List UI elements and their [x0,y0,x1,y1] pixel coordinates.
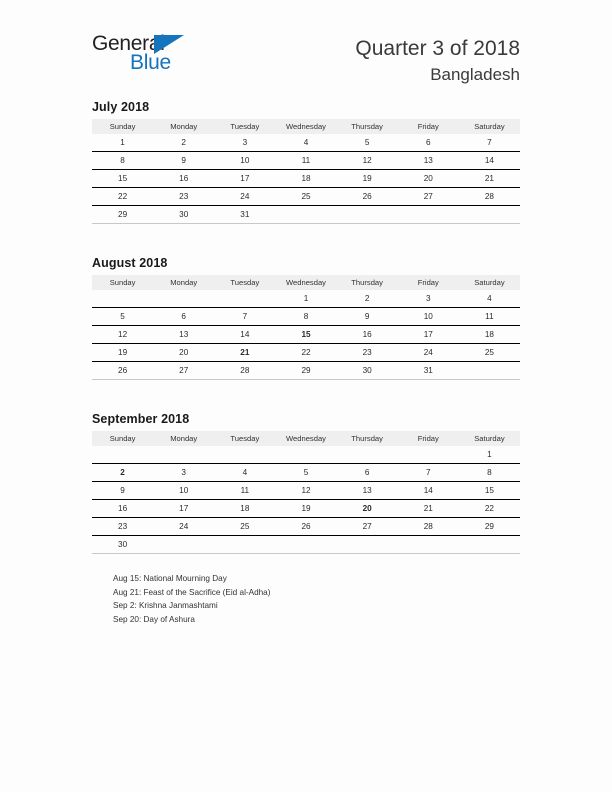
calendar-empty-cell [398,536,459,554]
calendar-day-cell[interactable]: 14 [398,482,459,500]
calendar-table [92,119,520,224]
calendar-body [92,290,520,380]
weekday-header-thursday: Thursday [337,431,398,446]
calendar-day-cell[interactable]: 28 [398,518,459,536]
calendar-day-cell[interactable]: 22 [92,188,153,206]
calendar-empty-cell [459,362,520,380]
calendar-empty-cell [275,536,336,554]
calendar-day-cell[interactable]: 24 [153,518,214,536]
calendar-day-cell[interactable]: 9 [337,308,398,326]
calendar-day-cell[interactable]: 12 [92,326,153,344]
weekday-header-monday: Monday [153,275,214,290]
logo-text-general: General [92,32,165,55]
calendar-table [92,275,520,380]
title-block [355,36,520,87]
calendar-empty-cell [398,206,459,224]
calendar-day-cell[interactable]: 27 [153,362,214,380]
weekday-header-monday: Monday [153,119,214,134]
calendar-day-cell[interactable]: 29 [275,362,336,380]
calendar-empty-cell [398,446,459,464]
calendar-day-cell[interactable]: 29 [459,518,520,536]
weekday-header-saturday: Saturday [459,431,520,446]
calendar-day-cell[interactable]: 18 [275,170,336,188]
country-subtitle: Bangladesh [430,65,520,84]
calendar-day-cell[interactable]: 16 [337,326,398,344]
calendar-day-cell[interactable]: 28 [214,362,275,380]
calendar-day-cell[interactable]: 26 [92,362,153,380]
calendar-day-cell[interactable]: 11 [275,152,336,170]
calendar-day-cell[interactable]: 30 [92,536,153,554]
calendar-day-cell[interactable]: 10 [153,482,214,500]
page-header [0,0,612,95]
calendar-week-row [92,152,520,170]
calendar-week-row [92,290,520,308]
calendar-day-cell[interactable]: 14 [214,326,275,344]
weekday-header-row [92,119,520,134]
calendar-empty-cell [92,290,153,308]
calendar-day-cell[interactable]: 21 [214,344,275,362]
calendar-day-cell[interactable]: 19 [275,500,336,518]
weekday-header-wednesday: Wednesday [275,119,336,134]
calendar-empty-cell [275,206,336,224]
calendar-day-cell[interactable]: 13 [398,152,459,170]
calendar-empty-cell [92,446,153,464]
page-title: Quarter 3 of 2018 [355,37,520,60]
calendar-day-cell[interactable]: 9 [153,152,214,170]
legend-item: Sep 2: Krishna Janmashtami [113,601,218,610]
calendar-week-row [92,446,520,464]
calendar-day-cell[interactable]: 25 [214,518,275,536]
calendar-empty-cell [337,446,398,464]
calendar-empty-cell [153,446,214,464]
calendar-week-row [92,170,520,188]
calendar-day-cell[interactable]: 16 [92,500,153,518]
calendar-empty-cell [153,536,214,554]
calendar-week-row [92,500,520,518]
calendar-day-cell[interactable]: 23 [337,344,398,362]
calendar-day-cell[interactable]: 15 [275,326,336,344]
logo-text-blue: Blue [130,51,171,74]
legend-item: Aug 21: Feast of the Sacrifice (Eid al-Adha) [113,587,271,597]
calendar-week-row [92,362,520,380]
calendar-day-cell[interactable]: 6 [337,464,398,482]
month-block-september [92,412,520,554]
calendar-day-cell[interactable]: 30 [153,206,214,224]
month-title: July 2018 [92,100,150,114]
calendar-day-cell[interactable]: 20 [153,344,214,362]
calendar-empty-cell [275,446,336,464]
weekday-header-tuesday: Tuesday [214,119,275,134]
calendar-day-cell[interactable]: 31 [214,206,275,224]
calendar-day-cell[interactable]: 28 [459,188,520,206]
calendar-week-row [92,536,520,554]
calendar-day-cell[interactable]: 18 [214,500,275,518]
weekday-header-row [92,431,520,446]
calendar-day-cell[interactable]: 3 [153,464,214,482]
holiday-legend [113,572,533,626]
legend-item: Sep 20: Day of Ashura [113,614,195,624]
weekday-header-monday: Monday [153,431,214,446]
calendar-day-cell[interactable]: 9 [92,482,153,500]
calendar-week-row [92,206,520,224]
calendar-day-cell[interactable]: 16 [153,170,214,188]
calendar-body [92,446,520,554]
calendar-day-cell[interactable]: 24 [214,188,275,206]
calendar-day-cell[interactable]: 1 [487,450,492,459]
calendar-day-cell[interactable]: 22 [275,344,336,362]
calendar-day-cell[interactable]: 10 [398,308,459,326]
calendar-day-cell[interactable]: 8 [92,152,153,170]
weekday-header-saturday: Saturday [459,119,520,134]
calendar-body [92,134,520,224]
calendar-empty-cell [153,290,214,308]
calendar-day-cell[interactable]: 17 [214,170,275,188]
month-block-july [92,100,520,224]
calendar-day-cell[interactable]: 25 [459,344,520,362]
calendar-day-cell[interactable]: 3 [242,138,248,147]
weekday-header-tuesday: Tuesday [214,431,275,446]
calendar-empty-cell [459,536,520,554]
calendar-day-cell[interactable]: 11 [214,482,275,500]
calendar-week-row [92,134,520,152]
calendar-day-cell[interactable]: 10 [214,152,275,170]
calendar-day-cell[interactable]: 27 [398,188,459,206]
calendar-day-cell[interactable]: 7 [398,464,459,482]
calendar-day-cell[interactable]: 2 [92,464,153,482]
calendar-day-cell[interactable]: 7 [487,138,492,147]
weekday-header-friday: Friday [398,119,459,134]
weekday-header-tuesday: Tuesday [214,275,275,290]
calendar-day-cell[interactable]: 4 [487,294,492,303]
calendar-day-cell[interactable]: 19 [92,344,153,362]
calendar-day-cell[interactable]: 19 [337,170,398,188]
calendar-empty-cell [214,536,275,554]
calendar-week-row [92,518,520,536]
calendar-day-cell[interactable]: 23 [92,518,153,536]
month-block-august [92,256,520,380]
calendar-day-cell[interactable]: 23 [153,188,214,206]
calendar-week-row [92,464,520,482]
calendar-day-cell[interactable]: 8 [459,464,520,482]
calendar-day-cell[interactable]: 31 [398,362,459,380]
calendar-day-cell[interactable]: 13 [337,482,398,500]
weekday-header-thursday: Thursday [337,119,398,134]
month-title: August 2018 [92,256,168,270]
calendar-day-cell[interactable]: 2 [364,294,370,303]
calendar-week-row [92,188,520,206]
calendar-week-row [92,344,520,362]
calendar-day-cell[interactable]: 3 [425,294,431,303]
calendar-day-cell[interactable]: 2 [181,138,186,147]
calendar-day-cell[interactable]: 26 [337,188,398,206]
calendar-week-row [92,482,520,500]
calendar-day-cell[interactable]: 6 [153,308,214,326]
calendar-week-row [92,308,520,326]
weekday-header-sunday: Sunday [92,431,153,446]
calendar-week-row [92,326,520,344]
calendar-day-cell[interactable]: 6 [425,138,431,147]
calendar-day-cell[interactable]: 5 [364,138,370,147]
calendar-day-cell[interactable]: 21 [398,500,459,518]
calendar-day-cell[interactable]: 12 [275,482,336,500]
calendar-table [92,431,520,554]
legend-item: Aug 15: National Mourning Day [113,574,227,583]
calendar-day-cell[interactable]: 4 [303,138,309,147]
calendar-day-cell[interactable]: 4 [214,464,275,482]
calendar-day-cell[interactable]: 25 [275,188,336,206]
calendar-day-cell[interactable]: 20 [337,500,398,518]
weekday-header-wednesday: Wednesday [275,275,336,290]
calendar-day-cell[interactable]: 13 [153,326,214,344]
calendar-day-cell[interactable]: 1 [303,294,309,303]
calendar-day-cell[interactable]: 12 [337,152,398,170]
weekday-header-friday: Friday [398,275,459,290]
calendar-day-cell[interactable]: 29 [92,206,153,224]
calendar-day-cell[interactable]: 5 [92,308,153,326]
calendar-day-cell[interactable]: 21 [459,170,520,188]
generalblue-logo[interactable] [92,32,292,80]
calendar-day-cell[interactable]: 17 [398,326,459,344]
calendar-day-cell[interactable]: 20 [398,170,459,188]
calendar-day-cell[interactable]: 11 [459,308,520,326]
calendar-day-cell[interactable]: 17 [153,500,214,518]
calendar-day-cell[interactable]: 14 [459,152,520,170]
calendar-day-cell[interactable]: 27 [337,518,398,536]
calendar-day-cell[interactable]: 8 [275,308,336,326]
calendar-day-cell[interactable]: 22 [459,500,520,518]
weekday-header-friday: Friday [398,431,459,446]
calendar-empty-cell [214,290,275,308]
calendar-day-cell[interactable]: 5 [275,464,336,482]
calendar-empty-cell [214,446,275,464]
calendar-day-cell[interactable]: 1 [120,138,125,147]
calendar-day-cell[interactable]: 18 [459,326,520,344]
weekday-header-sunday: Sunday [92,119,153,134]
calendar-day-cell[interactable]: 24 [398,344,459,362]
month-title: September 2018 [92,412,190,426]
weekday-header-row [92,275,520,290]
calendar-day-cell[interactable]: 30 [337,362,398,380]
calendar-empty-cell [337,206,398,224]
weekday-header-thursday: Thursday [337,275,398,290]
calendar-day-cell[interactable]: 26 [275,518,336,536]
calendar-day-cell[interactable]: 15 [92,170,153,188]
weekday-header-saturday: Saturday [459,275,520,290]
calendar-empty-cell [459,206,520,224]
calendar-empty-cell [337,536,398,554]
calendar-day-cell[interactable]: 7 [214,308,275,326]
calendar-day-cell[interactable]: 15 [459,482,520,500]
weekday-header-wednesday: Wednesday [275,431,336,446]
weekday-header-sunday: Sunday [92,275,153,290]
